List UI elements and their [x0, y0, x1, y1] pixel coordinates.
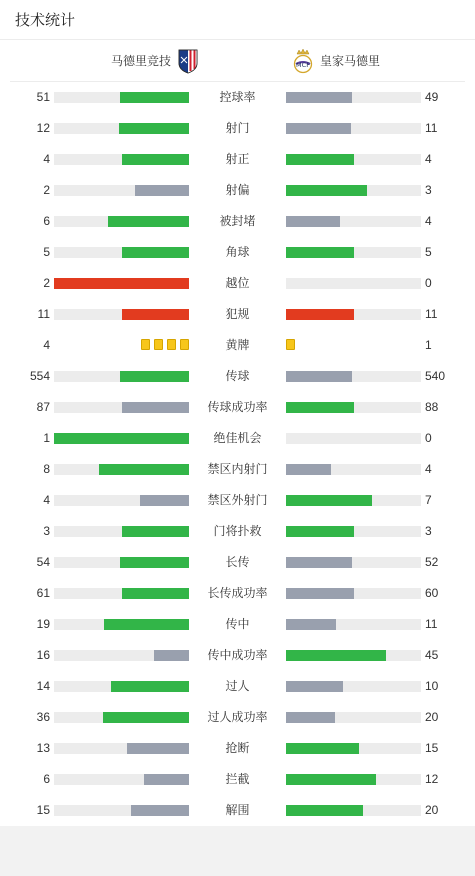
stat-label: 传球: [225, 369, 250, 383]
away-stat-value: 10: [425, 679, 439, 693]
stat-row: [0, 547, 475, 578]
away-stat-bar: [286, 433, 421, 444]
home-stat-bar: [54, 433, 189, 444]
home-stat-bar-fill: [122, 309, 190, 320]
away-stat-bar: [286, 402, 421, 413]
home-stat-value: 4: [43, 152, 50, 166]
away-stat-bar: [286, 247, 421, 258]
away-stat-bar-fill: [286, 712, 335, 723]
home-stat-value: 4: [43, 493, 50, 507]
home-stat-bar-fill: [122, 247, 190, 258]
stat-row: [0, 764, 475, 795]
home-stat-value: 2: [43, 183, 50, 197]
home-stat-value: 14: [36, 679, 50, 693]
away-stat-bar-fill: [286, 216, 340, 227]
away-stat-bar: [286, 92, 421, 103]
away-stat-value: 11: [425, 307, 438, 321]
away-stat-value: 3: [425, 524, 432, 538]
stat-label: 射门: [225, 121, 250, 135]
home-stat-bar-fill: [140, 495, 189, 506]
away-stat-bar: [286, 712, 421, 723]
home-stat-bar: [54, 743, 189, 754]
home-stat-bar-fill: [144, 774, 189, 785]
stat-label: 拦截: [225, 772, 250, 786]
stat-label: 传球成功率: [207, 400, 268, 414]
home-stat-bar: [54, 774, 189, 785]
home-stat-bar: [54, 123, 189, 134]
away-stat-bar: [286, 650, 421, 661]
svg-text:MCF: MCF: [296, 60, 310, 69]
away-stat-value: 45: [425, 648, 439, 662]
away-stat-bar-fill: [286, 743, 359, 754]
home-stat-bar-fill: [127, 743, 189, 754]
away-stat-bar-fill: [286, 495, 372, 506]
away-stat-value: 20: [425, 710, 439, 724]
stats-header: [0, 0, 475, 40]
away-stat-bar: [286, 743, 421, 754]
away-stat-bar: [286, 495, 421, 506]
stat-row: [0, 609, 475, 640]
home-stat-bar-fill: [54, 433, 189, 444]
away-stat-value: 7: [425, 493, 432, 507]
home-stat-bar: [54, 588, 189, 599]
away-stat-bar-fill: [286, 681, 343, 692]
home-stat-bar-fill: [122, 154, 190, 165]
home-stat-bar-fill: [135, 185, 189, 196]
away-stat-bar: [286, 805, 421, 816]
teams-header: [10, 40, 465, 82]
stat-label: 角球: [225, 245, 250, 259]
home-stat-bar-fill: [99, 464, 189, 475]
away-stat-value: 0: [425, 276, 432, 290]
away-stat-bar-fill: [286, 247, 354, 258]
stat-row: [0, 237, 475, 268]
stat-row: [0, 578, 475, 609]
home-stat-value: 12: [36, 121, 50, 135]
stat-label: 过人成功率: [207, 710, 268, 724]
home-stat-bar: [54, 216, 189, 227]
home-stat-bar: [54, 464, 189, 475]
away-stat-bar: [286, 619, 421, 630]
home-stat-bar: [54, 247, 189, 258]
stat-row: [0, 702, 475, 733]
away-stat-bar-fill: [286, 805, 363, 816]
away-stat-bar: [286, 557, 421, 568]
away-stat-value: 15: [425, 741, 439, 755]
away-stat-value: 12: [425, 772, 439, 786]
home-stat-bar: [54, 371, 189, 382]
away-stat-bar-fill: [286, 154, 354, 165]
away-stat-value: 4: [425, 462, 432, 476]
home-stat-value: 13: [36, 741, 50, 755]
away-stat-bar: [286, 588, 421, 599]
away-stat-bar-fill: [286, 402, 354, 413]
stat-label: 犯规: [225, 307, 250, 321]
stat-label: 禁区外射门: [207, 493, 268, 507]
home-stat-value: 2: [43, 276, 50, 290]
stat-row: [0, 733, 475, 764]
home-stat-value: 4: [43, 338, 50, 352]
away-stat-bar: [286, 278, 421, 289]
home-stat-bar: [54, 402, 189, 413]
home-stat-bar-fill: [120, 371, 189, 382]
home-stat-value: 54: [36, 555, 50, 569]
stat-row: [0, 82, 475, 113]
away-stat-value: 60: [425, 586, 439, 600]
away-stat-value: 88: [425, 400, 439, 414]
home-stat-bar: [54, 526, 189, 537]
stat-row: [0, 268, 475, 299]
home-stat-bar: [54, 92, 189, 103]
home-yellow-cards: [137, 339, 189, 350]
home-stat-value: 36: [36, 710, 50, 724]
home-stat-bar-fill: [103, 712, 189, 723]
home-stat-value: 1: [43, 431, 50, 445]
away-stat-bar: [286, 185, 421, 196]
stat-label: 被封堵: [219, 214, 256, 228]
yellow-card-icon: [154, 339, 163, 350]
stat-row: [0, 454, 475, 485]
stat-label: 控球率: [219, 90, 256, 104]
home-stat-bar-fill: [119, 123, 189, 134]
yellow-card-icon: [286, 339, 295, 350]
away-stat-bar: [286, 464, 421, 475]
stats-list: [0, 82, 475, 826]
home-stat-bar: [54, 650, 189, 661]
home-stat-bar: [54, 805, 189, 816]
home-stat-bar-fill: [108, 216, 189, 227]
stat-label: 越位: [225, 276, 250, 290]
page-title: 技术统计: [15, 12, 76, 29]
stat-label: 射正: [225, 152, 250, 166]
home-stat-value: 87: [36, 400, 50, 414]
home-stat-value: 61: [36, 586, 50, 600]
stat-row: [0, 175, 475, 206]
away-yellow-cards: [286, 339, 299, 350]
away-stat-bar-fill: [286, 774, 376, 785]
away-stat-bar-fill: [286, 588, 354, 599]
away-stat-bar-fill: [286, 650, 386, 661]
stat-label: 禁区内射门: [207, 462, 268, 476]
away-stat-bar-fill: [286, 309, 354, 320]
home-team: [111, 40, 199, 81]
home-stat-value: 3: [43, 524, 50, 538]
stat-label: 传中: [225, 617, 250, 631]
home-stat-bar-fill: [120, 92, 189, 103]
away-stat-value: 4: [425, 214, 432, 228]
home-stat-bar: [54, 309, 189, 320]
stat-row: [0, 423, 475, 454]
home-stat-bar-fill: [131, 805, 189, 816]
home-stat-bar-fill: [122, 588, 190, 599]
away-stat-bar: [286, 123, 421, 134]
home-stat-value: 6: [43, 772, 50, 786]
stat-label: 解围: [225, 803, 250, 817]
home-stat-value: 19: [36, 617, 50, 631]
away-stat-value: 540: [425, 369, 446, 383]
atletico-madrid-crest-icon: [177, 48, 199, 74]
home-stat-value: 51: [36, 90, 50, 104]
home-stat-bar: [54, 681, 189, 692]
home-stat-value: 11: [37, 307, 50, 321]
real-madrid-crest-icon: [292, 48, 314, 74]
home-stat-bar-fill: [111, 681, 189, 692]
away-stat-value: 4: [425, 152, 432, 166]
home-stat-value: 15: [36, 803, 50, 817]
stat-row: [0, 206, 475, 237]
home-stat-bar-fill: [154, 650, 189, 661]
away-stat-bar-fill: [286, 185, 367, 196]
away-stat-bar: [286, 681, 421, 692]
stat-row: [0, 361, 475, 392]
away-stat-value: 3: [425, 183, 432, 197]
away-stat-bar-fill: [286, 526, 354, 537]
home-stat-value: 16: [36, 648, 50, 662]
away-stat-value: 11: [425, 617, 438, 631]
home-stat-bar: [54, 557, 189, 568]
away-stat-bar: [286, 371, 421, 382]
stat-label: 传中成功率: [207, 648, 268, 662]
home-stat-bar: [54, 495, 189, 506]
stat-label: 抢断: [225, 741, 250, 755]
yellow-card-icon: [180, 339, 189, 350]
away-stat-bar: [286, 526, 421, 537]
stat-row: [0, 330, 475, 361]
home-stat-value: 8: [43, 462, 50, 476]
home-stat-bar-fill: [120, 557, 189, 568]
away-stat-value: 0: [425, 431, 432, 445]
stat-row: [0, 671, 475, 702]
stat-row: [0, 392, 475, 423]
home-stat-bar: [54, 712, 189, 723]
stat-label: 长传: [225, 555, 250, 569]
home-stat-value: 554: [29, 369, 50, 383]
away-stat-bar: [286, 774, 421, 785]
home-stat-bar: [54, 278, 189, 289]
away-team: [292, 40, 380, 81]
away-stat-value: 20: [425, 803, 439, 817]
away-stat-value: 5: [425, 245, 432, 259]
away-stat-bar-fill: [286, 557, 352, 568]
away-stat-value: 52: [425, 555, 439, 569]
away-team-name: 皇家马德里: [320, 54, 381, 68]
away-stat-bar-fill: [286, 92, 352, 103]
away-stat-bar: [286, 216, 421, 227]
home-team-name: 马德里竞技: [110, 54, 171, 68]
home-stat-bar: [54, 619, 189, 630]
away-stat-value: 49: [425, 90, 439, 104]
away-stat-bar: [286, 154, 421, 165]
home-stat-bar-fill: [54, 278, 189, 289]
stat-label: 射偏: [225, 183, 250, 197]
home-stat-bar-fill: [122, 526, 190, 537]
stat-row: [0, 640, 475, 671]
away-stat-bar-fill: [286, 371, 352, 382]
away-stat-bar: [286, 309, 421, 320]
home-stat-bar: [54, 154, 189, 165]
home-stat-bar: [54, 185, 189, 196]
away-stat-bar-fill: [286, 464, 331, 475]
stat-label: 长传成功率: [207, 586, 268, 600]
home-stat-bar-fill: [122, 402, 190, 413]
home-stat-value: 5: [43, 245, 50, 259]
away-stat-value: 1: [425, 338, 432, 352]
away-stat-value: 11: [425, 121, 438, 135]
stat-row: [0, 113, 475, 144]
home-stat-bar-fill: [104, 619, 189, 630]
stat-label: 绝佳机会: [213, 431, 262, 445]
stat-row: [0, 516, 475, 547]
stat-row: [0, 299, 475, 330]
yellow-card-icon: [141, 339, 150, 350]
stat-label: 门将扑救: [213, 524, 262, 538]
stat-row: [0, 485, 475, 516]
stat-row: [0, 144, 475, 175]
away-stat-bar-fill: [286, 123, 351, 134]
home-stat-value: 6: [43, 214, 50, 228]
stat-label: 黄牌: [225, 338, 250, 352]
stat-label: 过人: [225, 679, 250, 693]
away-stat-bar-fill: [286, 619, 336, 630]
yellow-card-icon: [167, 339, 176, 350]
stat-row: [0, 795, 475, 826]
